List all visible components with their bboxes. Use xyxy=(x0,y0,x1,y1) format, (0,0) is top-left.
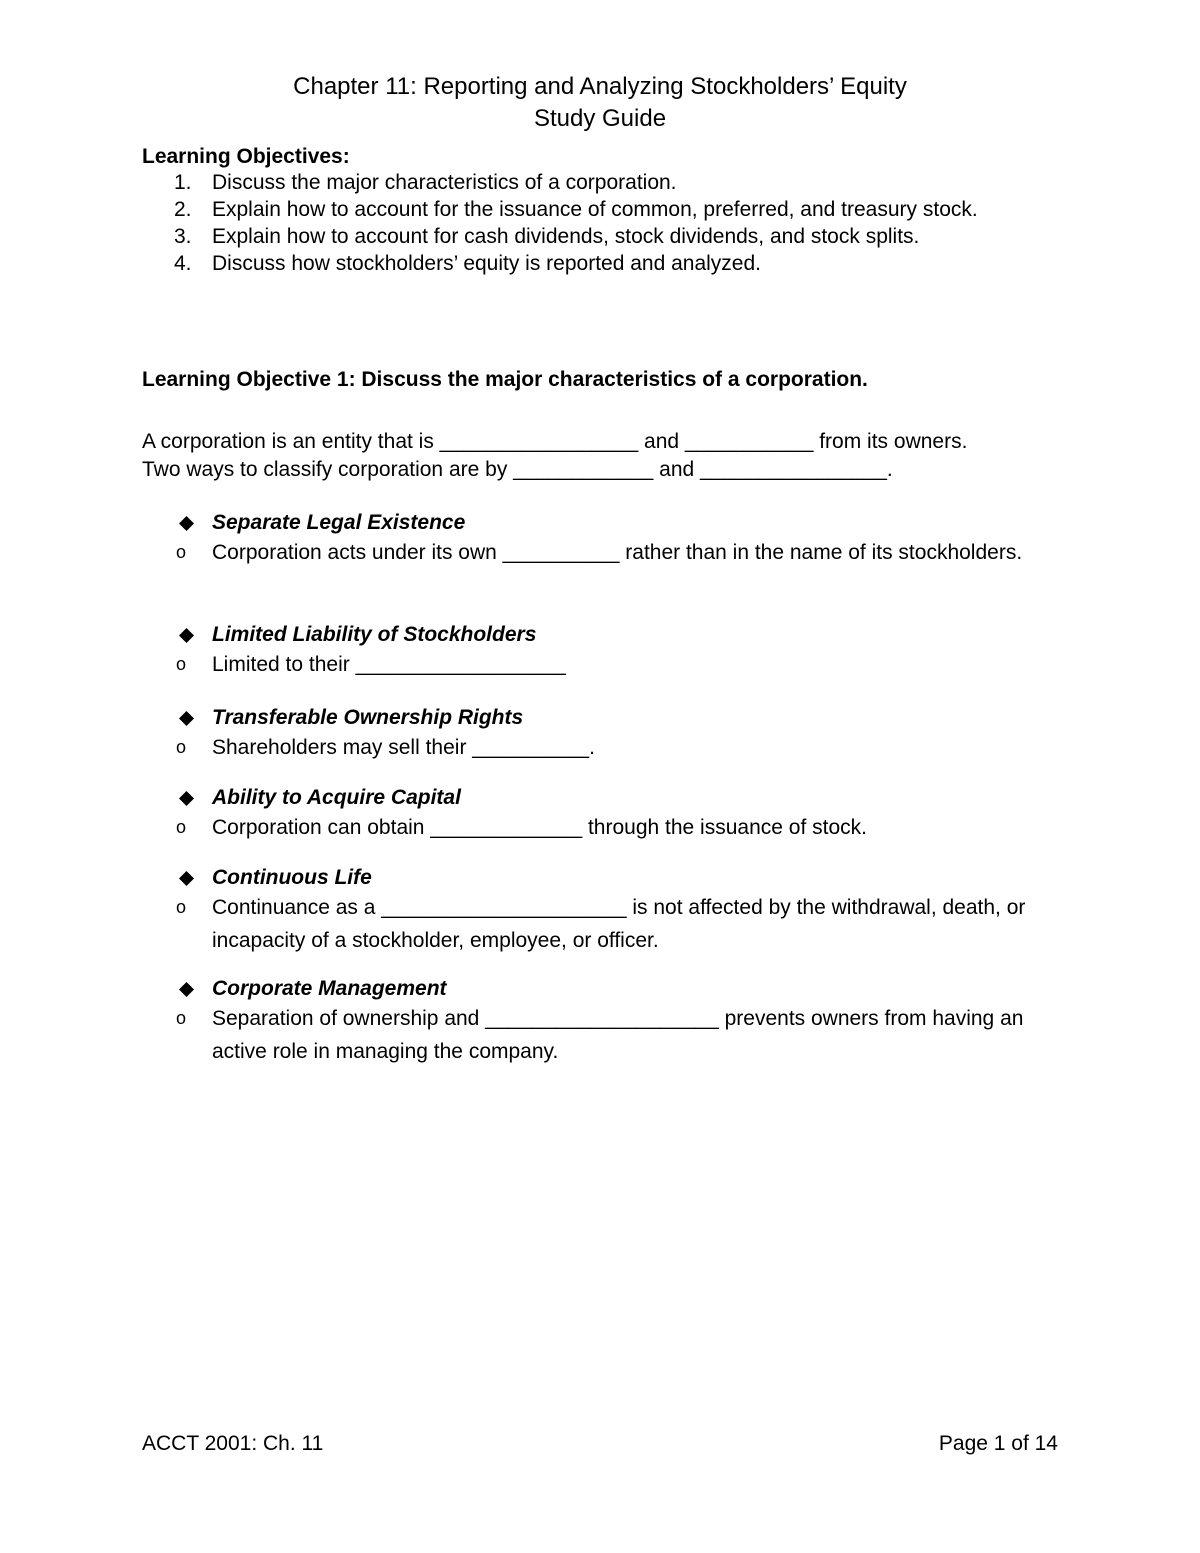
feature-title xyxy=(176,509,1056,537)
diamond-bullet-icon xyxy=(179,628,194,643)
circle-bullet-icon: o xyxy=(176,737,187,757)
objective-item xyxy=(142,250,1022,277)
feature-title-text: Separate Legal Existence xyxy=(212,511,466,534)
feature-description xyxy=(176,1002,1056,1068)
objective-item xyxy=(142,196,1022,223)
objective-number: 2. xyxy=(174,198,192,221)
circle-bullet-icon: o xyxy=(176,897,187,917)
diamond-bullet-icon xyxy=(179,982,194,997)
objective-text: Discuss the major characteristics of a corporation. xyxy=(212,171,677,194)
intro-paragraph xyxy=(142,428,1082,484)
diamond-bullet-icon xyxy=(179,516,194,531)
feature-description-text: Limited to their __________________ xyxy=(212,653,566,676)
objective-text: Explain how to account for cash dividends, stock dividends, and stock splits. xyxy=(212,225,920,248)
learning-objectives-heading: Learning Objectives: xyxy=(142,145,350,168)
objective-number: 3. xyxy=(174,225,192,248)
feature-title-text: Limited Liability of Stockholders xyxy=(212,623,537,646)
feature-title-text: Transferable Ownership Rights xyxy=(212,706,524,729)
objective-text: Discuss how stockholders’ equity is reported and analyzed. xyxy=(212,252,762,275)
learning-objectives-list xyxy=(142,169,1022,277)
feature-description xyxy=(176,536,1056,569)
objective-number: 1. xyxy=(174,171,192,194)
feature-title xyxy=(176,975,1056,1003)
feature-description-text: Corporation can obtain _____________ through the issuance of stock. xyxy=(212,816,867,839)
document-title: Chapter 11: Reporting and Analyzing Stockholders’ Equity xyxy=(293,73,907,100)
objective-number: 4. xyxy=(174,252,192,275)
feature-description xyxy=(176,648,1056,681)
feature-block xyxy=(176,621,1056,681)
feature-block xyxy=(176,975,1056,1068)
objective-item xyxy=(142,223,1022,250)
diamond-bullet-icon xyxy=(179,791,194,806)
feature-description-text: Separation of ownership and ____________________ prevents owners from having an active role in managing the company. xyxy=(212,1007,1024,1063)
feature-title-text: Ability to Acquire Capital xyxy=(212,786,461,809)
feature-block xyxy=(176,864,1056,957)
circle-bullet-icon: o xyxy=(176,542,187,562)
diamond-bullet-icon xyxy=(179,871,194,886)
footer-page-number: Page 1 of 14 xyxy=(938,1432,1058,1455)
intro-line-2: Two ways to classify corporation are by ____________ and ________________. xyxy=(142,458,893,481)
circle-bullet-icon: o xyxy=(176,654,187,674)
footer-course: ACCT 2001: Ch. 11 xyxy=(142,1432,324,1455)
feature-title xyxy=(176,864,1056,892)
feature-description-text: Corporation acts under its own __________ rather than in the name of its stockholders. xyxy=(212,541,1023,564)
feature-block xyxy=(176,784,1056,844)
feature-title xyxy=(176,784,1056,812)
feature-title xyxy=(176,704,1056,732)
circle-bullet-icon: o xyxy=(176,1008,187,1028)
feature-description xyxy=(176,891,1056,957)
feature-title xyxy=(176,621,1056,649)
feature-block xyxy=(176,509,1056,569)
objective-text: Explain how to account for the issuance of common, preferred, and treasury stock. xyxy=(212,198,978,221)
feature-title-text: Corporate Management xyxy=(212,977,447,1000)
section-heading: Learning Objective 1: Discuss the major characteristics of a corporation. xyxy=(142,368,868,391)
feature-description xyxy=(176,811,1056,844)
circle-bullet-icon: o xyxy=(176,817,187,837)
feature-title-text: Continuous Life xyxy=(212,866,372,889)
feature-description-text: Continuance as a _____________________ is not affected by the withdrawal, death, or incapacity of a stockholder, employee, or officer. xyxy=(212,896,1026,952)
document-subtitle: Study Guide xyxy=(533,105,667,132)
feature-description xyxy=(176,731,1056,764)
feature-description-text: Shareholders may sell their __________. xyxy=(212,736,595,759)
objective-item xyxy=(142,169,1022,196)
diamond-bullet-icon xyxy=(179,711,194,726)
intro-line-1: A corporation is an entity that is _________________ and ___________ from its owners. xyxy=(142,430,968,453)
feature-block xyxy=(176,704,1056,764)
